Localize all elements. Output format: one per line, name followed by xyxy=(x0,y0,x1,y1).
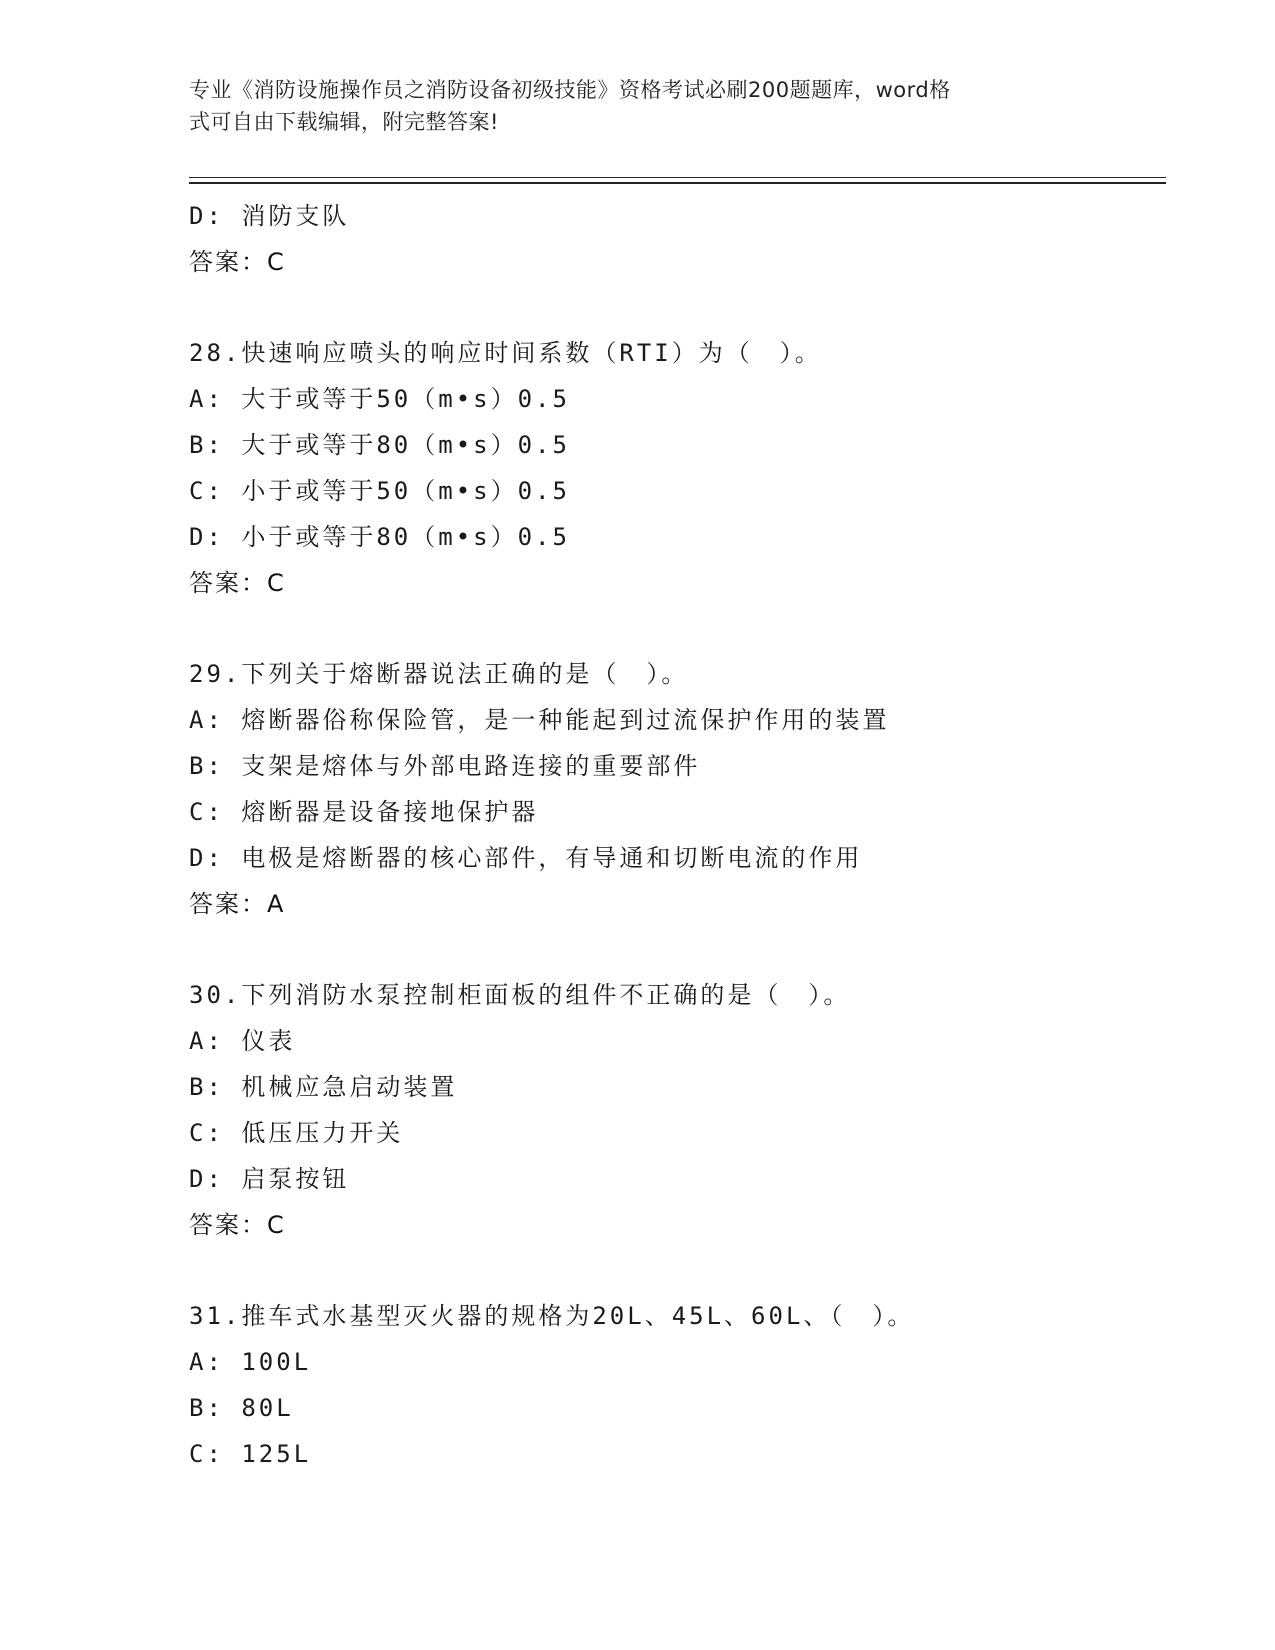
answer-option: A: 大于或等于50（m•s）0.5 xyxy=(189,385,570,413)
question-spacer xyxy=(189,285,1166,330)
answer-option: D: 消防支队 xyxy=(189,202,350,230)
answer-option: C: 小于或等于50（m•s）0.5 xyxy=(189,477,570,505)
question-stem: 30.下列消防水泵控制柜面板的组件不正确的是（ ）。 xyxy=(189,981,851,1009)
question-stem: 29.下列关于熔断器说法正确的是（ ）。 xyxy=(189,660,689,688)
question-spacer xyxy=(189,606,1166,651)
answer-option: D: 电极是熔断器的核心部件，有导通和切断电流的作用 xyxy=(189,844,863,872)
header-line-2: 式可自由下载编辑，附完整答案! xyxy=(189,110,499,134)
answer-option: C: 125L xyxy=(189,1440,312,1468)
question-stem: 28.快速响应喷头的响应时间系数（RTI）为（ ）。 xyxy=(189,339,822,367)
document-header xyxy=(189,74,1089,138)
header-line-1: 专业《消防设施操作员之消防设备初级技能》资格考试必刷200题题库，word格 xyxy=(189,78,951,102)
answer-option: B: 80L xyxy=(189,1394,294,1422)
header-divider-thin xyxy=(189,177,1166,178)
answer-line: 答案：C xyxy=(189,1211,286,1239)
answer-option: A: 熔断器俗称保险管，是一种能起到过流保护作用的装置 xyxy=(189,706,890,734)
answer-option: D: 启泵按钮 xyxy=(189,1165,350,1193)
answer-option: B: 支架是熔体与外部电路连接的重要部件 xyxy=(189,752,701,780)
answer-option: C: 低压压力开关 xyxy=(189,1119,404,1147)
header-divider-thick xyxy=(189,182,1166,184)
answer-option: B: 大于或等于80（m•s）0.5 xyxy=(189,431,570,459)
answer-option: C: 熔断器是设备接地保护器 xyxy=(189,798,539,826)
question-list xyxy=(189,193,1166,1477)
question-spacer xyxy=(189,1248,1166,1293)
answer-option: D: 小于或等于80（m•s）0.5 xyxy=(189,523,570,551)
answer-option: B: 机械应急启动装置 xyxy=(189,1073,458,1101)
answer-line: 答案：A xyxy=(189,890,286,918)
question-stem: 31.推车式水基型灭火器的规格为20L、45L、60L、（ ）。 xyxy=(189,1302,915,1330)
question-spacer xyxy=(189,927,1166,972)
answer-option: A: 仪表 xyxy=(189,1027,296,1055)
answer-option: A: 100L xyxy=(189,1348,312,1376)
answer-line: 答案：C xyxy=(189,569,286,597)
answer-line: 答案：C xyxy=(189,248,286,276)
